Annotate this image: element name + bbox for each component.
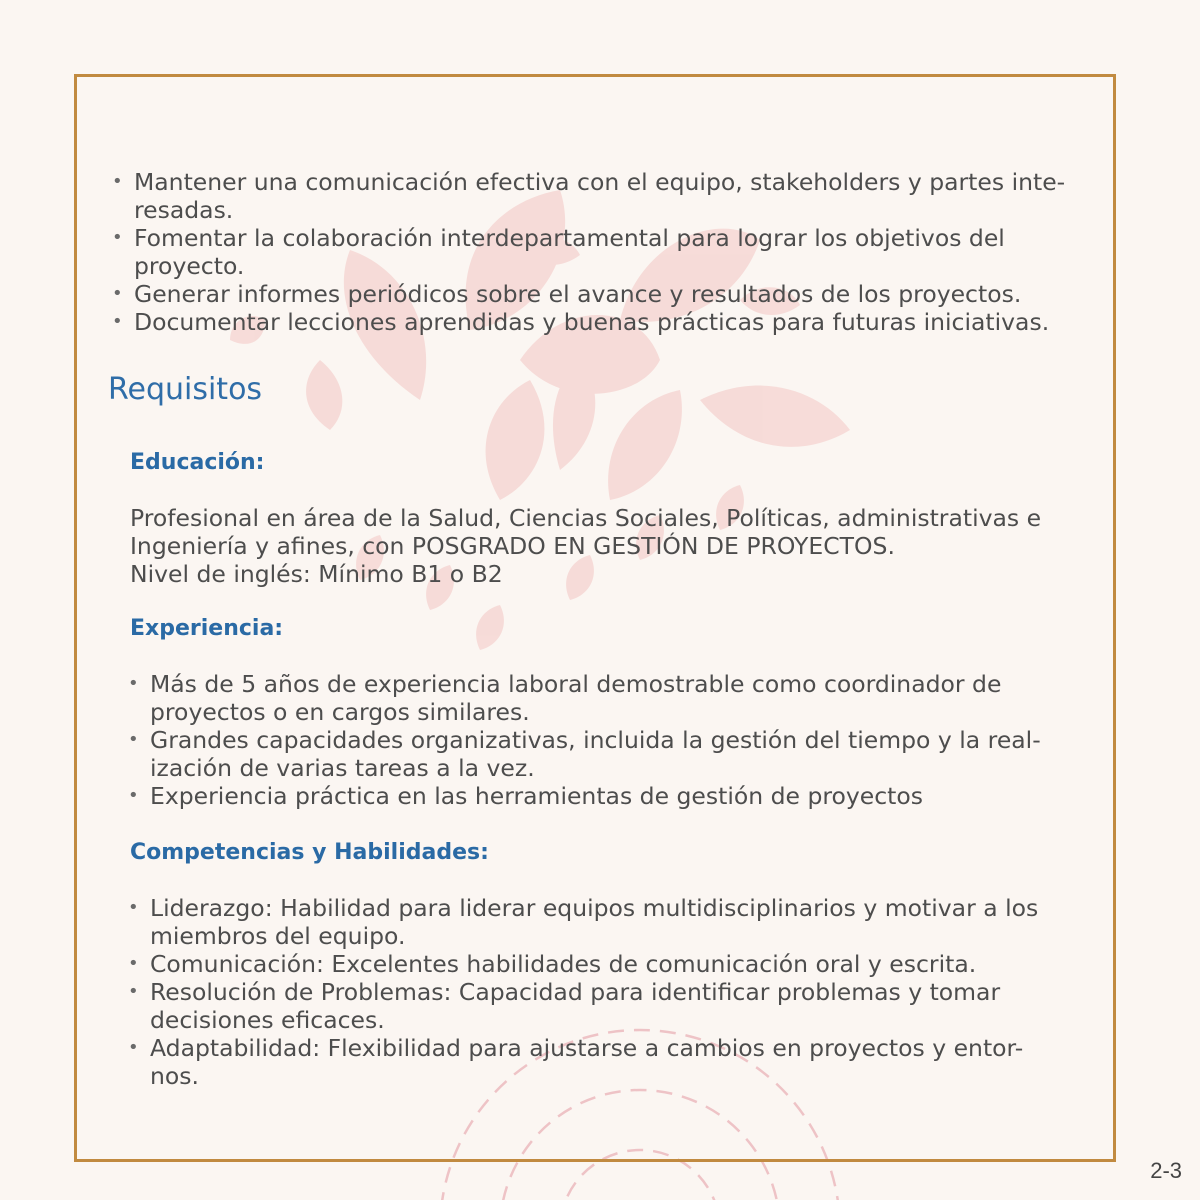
list-item: • Más de 5 años de experiencia laboral demostrable como coordinador de proyectos o en cargos similares. [128, 670, 1058, 726]
list-item: • Experiencia práctica en las herramientas de gestión de proyectos [128, 782, 1058, 810]
list-item: • Generar informes periódicos sobre el avance y resultados de los proyectos. [112, 280, 1082, 308]
list-item: • Fomentar la colaboración interdepartamental para lograr los objetivos del proyecto. [112, 224, 1082, 280]
experiencia-list [128, 670, 1058, 810]
list-item: • Grandes capacidades organizativas, incluida la gestión del tiempo y la real-ización de varias tareas a la vez. [128, 726, 1058, 782]
educacion-heading: Educación: [130, 450, 265, 475]
competencias-heading: Competencias y Habilidades: [130, 840, 489, 865]
educacion-line: Profesional en área de la Salud, Ciencias Sociales, Políticas, administrativas e [130, 504, 1042, 532]
list-item: • Mantener una comunicación efectiva con el equipo, stakeholders y partes inte-resadas. [112, 168, 1082, 224]
list-item: • Adaptabilidad: Flexibilidad para ajustarse a cambios en proyectos y entor-nos. [128, 1034, 1058, 1090]
list-item: • Resolución de Problemas: Capacidad para identificar problemas y tomar decisiones eficaces. [128, 978, 1058, 1034]
competencias-list [128, 894, 1058, 1090]
educacion-line: Nivel de inglés: Mínimo B1 o B2 [130, 560, 503, 588]
educacion-text [130, 504, 1090, 588]
list-item: • Documentar lecciones aprendidas y buenas prácticas para futuras iniciativas. [112, 308, 1082, 336]
list-item: • Comunicación: Excelentes habilidades de comunicación oral y escrita. [128, 950, 1058, 978]
educacion-line: Ingeniería y afines, con POSGRADO EN GESTIÓN DE PROYECTOS. [130, 532, 895, 560]
list-item: • Liderazgo: Habilidad para liderar equipos multidisciplinarios y motivar a los miembros del equipo. [128, 894, 1058, 950]
responsibilities-list [112, 168, 1082, 336]
page-number: 2-3 [1150, 1158, 1182, 1183]
requisitos-title: Requisitos [108, 372, 263, 407]
experiencia-heading: Experiencia: [130, 616, 284, 641]
